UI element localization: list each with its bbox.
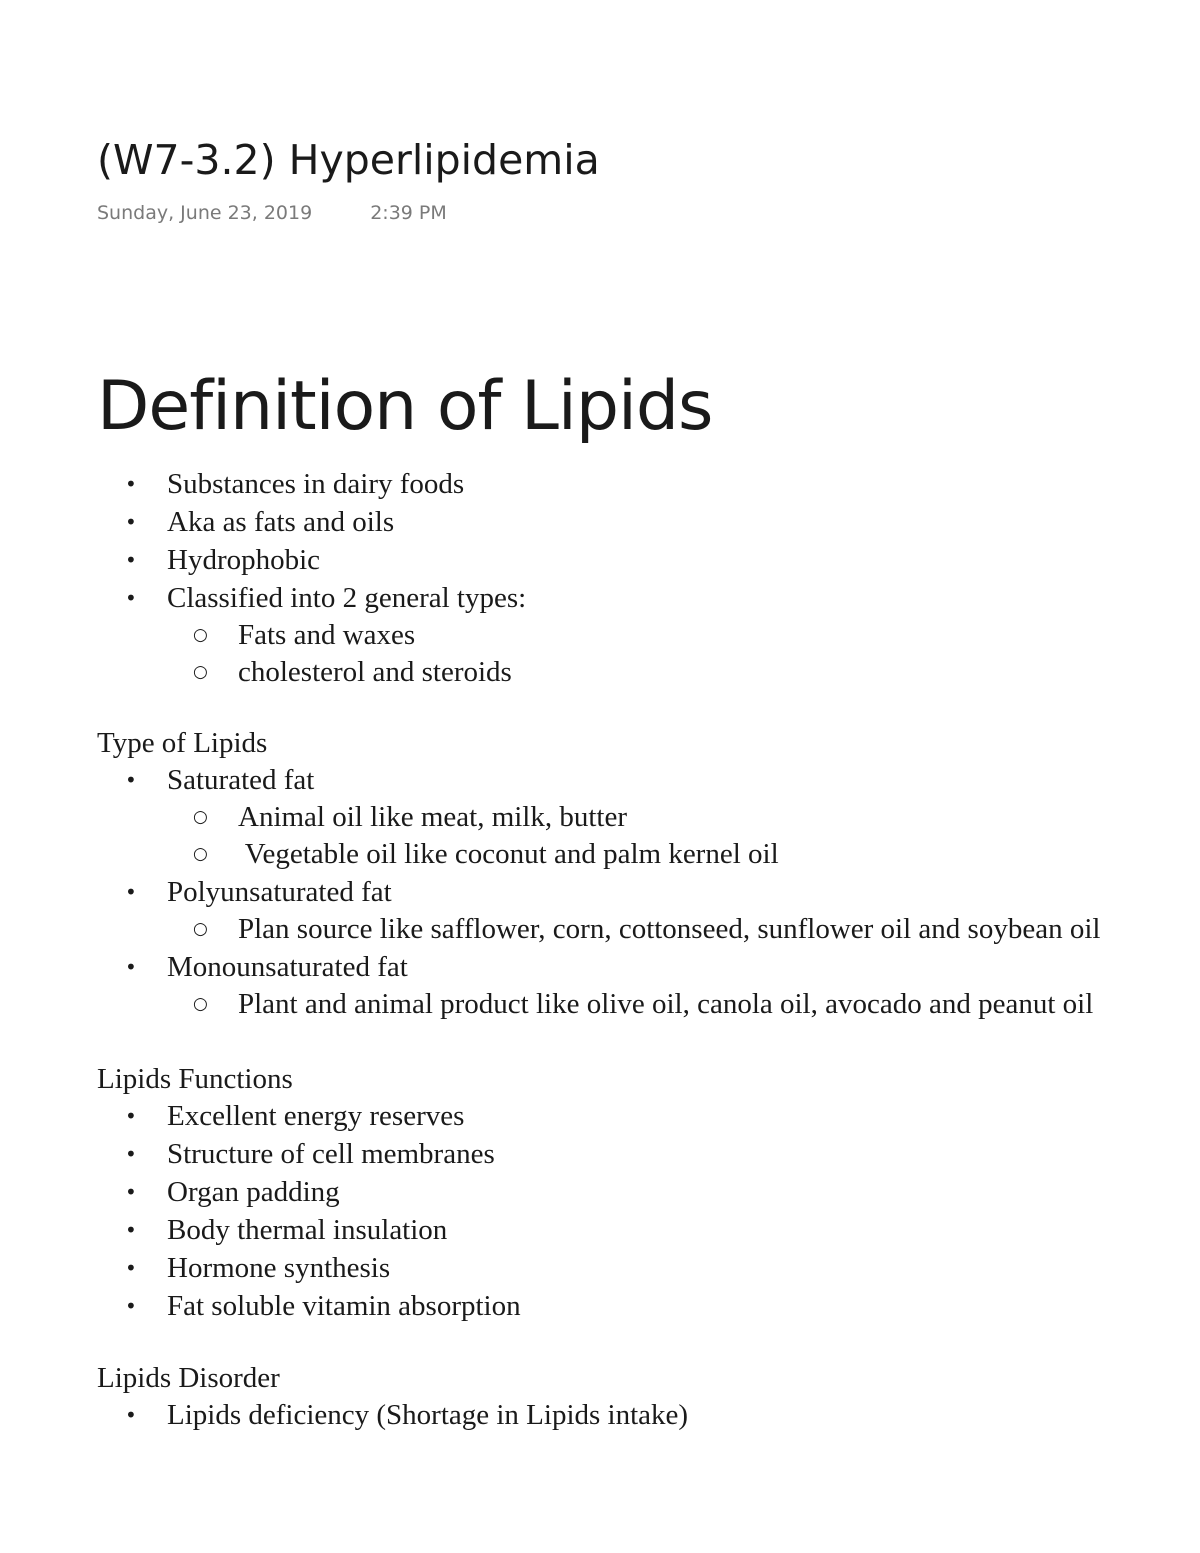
list-item [0,873,1100,948]
list-item [0,1287,521,1325]
sub-list-item [0,799,1100,836]
sub-item-text: cholesterol and steroids [238,656,512,688]
list-item-text: Monounsaturated fat [167,951,408,983]
types-list [0,761,1100,1023]
list-item-text: Organ padding [167,1176,340,1208]
list-item-text: Aka as fats and oils [167,506,395,538]
sub-list [167,911,1100,948]
definition-list [0,465,526,691]
list-item [0,1173,521,1211]
list-item-text: Body thermal insulation [167,1214,448,1246]
list-item [0,761,1100,873]
list-item [0,948,1100,1023]
list-item [0,1249,521,1287]
list-item [0,579,526,691]
sub-item-text: Plant and animal product like olive oil, canola oil, avocado and peanut oil [238,988,1094,1020]
list-item-text: Classified into 2 general types: [167,582,527,614]
list-item-text: Lipids deficiency (Shortage in Lipids intake) [167,1399,689,1431]
sub-item-text: Plan source like safflower, corn, cottonseed, sunflower oil and soybean oil [238,913,1101,945]
list-item-text: Excellent energy reserves [167,1100,465,1132]
functions-heading: Lipids Functions [97,1063,293,1095]
note-time: 2:39 PM [370,202,447,224]
sub-list [167,799,1100,873]
sub-list-item [0,911,1100,948]
note-timestamp [97,199,447,227]
list-item [0,1097,521,1135]
definition-heading: Definition of Lipids [97,367,713,446]
disorder-list [0,1396,688,1434]
list-item [0,1396,688,1434]
list-item-text: Fat soluble vitamin absorption [167,1290,521,1322]
list-item [0,541,526,579]
sub-list-item [0,654,526,691]
sub-item-text: Vegetable oil like coconut and palm kernel oil [238,838,779,870]
list-item [0,1135,521,1173]
sub-list-item [0,986,1100,1023]
list-item-text: Hormone synthesis [167,1252,391,1284]
functions-list [0,1097,521,1325]
list-item [0,465,526,503]
sub-list-item [0,836,1100,873]
note-date: Sunday, June 23, 2019 [97,202,313,224]
sub-list-item [0,617,526,654]
types-heading: Type of Lipids [97,727,268,759]
page-title: (W7-3.2) Hyperlipidemia [97,136,600,184]
sub-list [167,986,1100,1023]
sub-list [167,617,526,691]
list-item-text: Polyunsaturated fat [167,876,392,908]
list-item [0,503,526,541]
list-item-text: Hydrophobic [167,544,321,576]
list-item-text: Saturated fat [167,764,315,796]
sub-item-text: Animal oil like meat, milk, butter [238,801,628,833]
sub-item-text: Fats and waxes [238,619,416,651]
disorder-heading: Lipids Disorder [97,1362,280,1394]
list-item-text: Structure of cell membranes [167,1138,495,1170]
list-item-text: Substances in dairy foods [167,468,465,500]
list-item [0,1211,521,1249]
